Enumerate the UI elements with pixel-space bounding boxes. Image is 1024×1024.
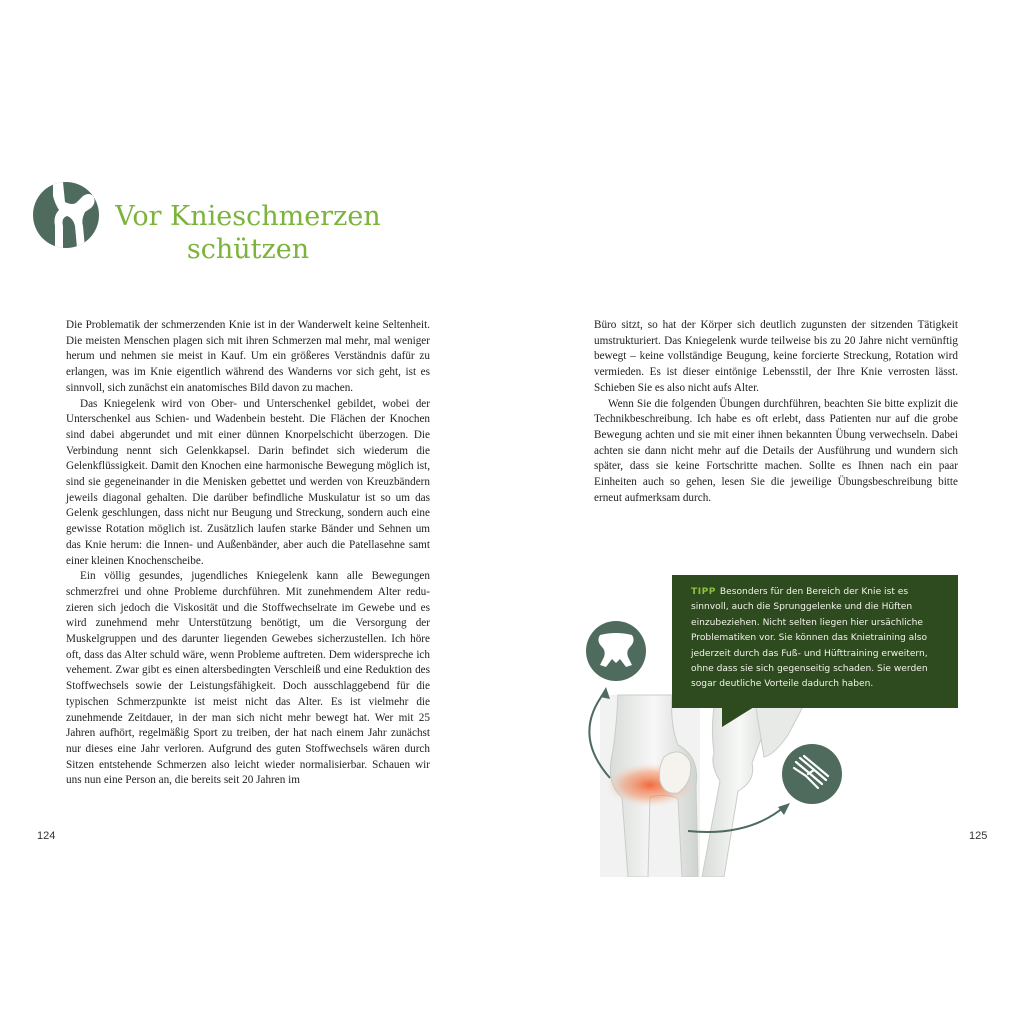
paragraph: Das Kniegelenk wird von Ober- und Unterschenkel gebildet, wobei der Unterschenkel aus Schien- und Wadenbein besteht. Die Flächen der Knochen sind dabei abgerundet und mit einer dünnen Knorpelschicht überzogen. Die Verbindung nennt sich Gelenkkapsel. Darin befindet sich wiederum die Gelenkflüssigkeit. Damit den Knochen eine harmonische Bewegung möglich ist, sind sie gegeneinander in die Menisken gebettet und werden von Kreuzbändern jeweils diagonal gehalten. Die darüber befindliche Muskulatur ist so um das Gelenk geschlungen, dass nicht nur Beugung und Streckung, sondern auch eine gewisse Rotation möglich ist. Zusätzlich laufen starke Bänder und Sehnen um das Knie herum: die Innen- und Außenbänder, aber auch die Patellasehne samt einer kleinen Knochenscheibe. xyxy=(66,397,430,567)
page-number-right: 125 xyxy=(969,830,988,842)
paragraph: Büro sitzt, so hat der Körper sich deutlich zugunsten der sitzenden Tätigkeit umstrukturiert. Das Kniegelenk wurde teilweise bis zu 20 Jahre nicht vernünftig bewegt – keine vollständige Beugung, keine forcierte Streckung, Rotation wird vermieden. Es ist dieser eintönige Lebensstil, der Ihre Knie verrosten lässt. Schieben Sie es also nicht aufs Alter. xyxy=(594,319,958,394)
paragraph: Ein völlig gesundes, jugendliches Kniegelenk kann alle Bewegungen schmerzfrei und ohne Probleme durchführen. Mit zunehmendem Alter reduzieren sich jedoch die Viskosität und die Stoffwechselrate im Gewebe und es wird zunehmend mehr Unterstützung benötigt, um die Versorgung der Muskelgruppen und des darunter liegenden Gewebes sicherzustellen. Ich höre oft, dass das Alter schuld wäre, wenn Probleme auftreten. Dem widerspreche ich vehement. Zwar gibt es einen altersbedingten Verschleiß und eine Reduktion des Stoffwechsels sowie der Leistungsfähigkeit. Doch ausschlaggebend für die typischen Schmerzpunkte ist meist nicht das Alter. Es ist vielmehr die zunehmende Zeitdauer, in der man sich nicht mehr bewegt hat. Wer mit 25 Jahren aufhört, regelmäßig Sport zu treiben, der hat nach einem Jahr zunächst nur dieses eine Jahr verloren. Aufgrund des guten Stoffwechsels wären durch Sitzen entstehende Schmerzen also leicht wieder normalisierbar. Schauen wir uns nun eine Person an, die bereits seit 20 Jahren im xyxy=(66,570,430,787)
right-text-column xyxy=(594,318,958,506)
page-title-line1: Vor Knieschmerzen xyxy=(115,201,381,232)
knee-icon xyxy=(33,182,99,248)
tip-text: Besonders für den Bereich der Knie ist es sinnvoll, auch die Sprunggelenke und die Hüften einzubeziehen. Nicht selten liegen hier ursächliche Problematiken vor. Sie können das Knietraining also jederzeit durch das Fuß- und Hüfttraining erweitern, ohne dass sie sich gegenseitig schaden. Sie werden sogar deutliche Vorteile dadurch haben. xyxy=(691,587,928,690)
tip-box-pointer xyxy=(722,707,754,727)
foot-icon xyxy=(782,744,842,804)
paragraph: Die Problematik der schmerzenden Knie ist in der Wanderwelt keine Seltenheit. Die meisten Menschen plagen sich mit ihren Schmerzen mal mehr, mal weniger herum und nehmen sie meist in Kauf. Um ein größeres Verständnis dafür zu erlangen, was im Knie eigentlich während des Wanderns vor sich geht, ist es sinnvoll, sich zunächst ein anatomisches Bild davon zu machen. xyxy=(66,319,430,394)
page-title xyxy=(108,200,388,266)
left-text-column xyxy=(66,318,430,789)
hip-icon xyxy=(586,621,646,681)
tip-label: TIPP xyxy=(691,587,716,597)
page-number-left: 124 xyxy=(37,830,56,842)
page-title-line2: schützen xyxy=(186,234,310,265)
paragraph: Wenn Sie die folgenden Übungen durchführen, beachten Sie bitte explizit die Technikbeschreibung. Ich habe es oft erlebt, dass Patienten nur auf die grobe Bewegung achten und sie mit einer ihnen bekannten Übung verwechseln. Dabei achten sie dann nicht mehr auf die Details der Ausführung und wundern sich später, dass sie keine Fortschritte machen. Sollte es Ihnen nach ein paar Einheiten auch so gehen, lesen Sie die jeweilige Übungsbeschreibung bitte erneut aufmerksam durch. xyxy=(594,397,958,504)
tip-box xyxy=(672,575,958,708)
